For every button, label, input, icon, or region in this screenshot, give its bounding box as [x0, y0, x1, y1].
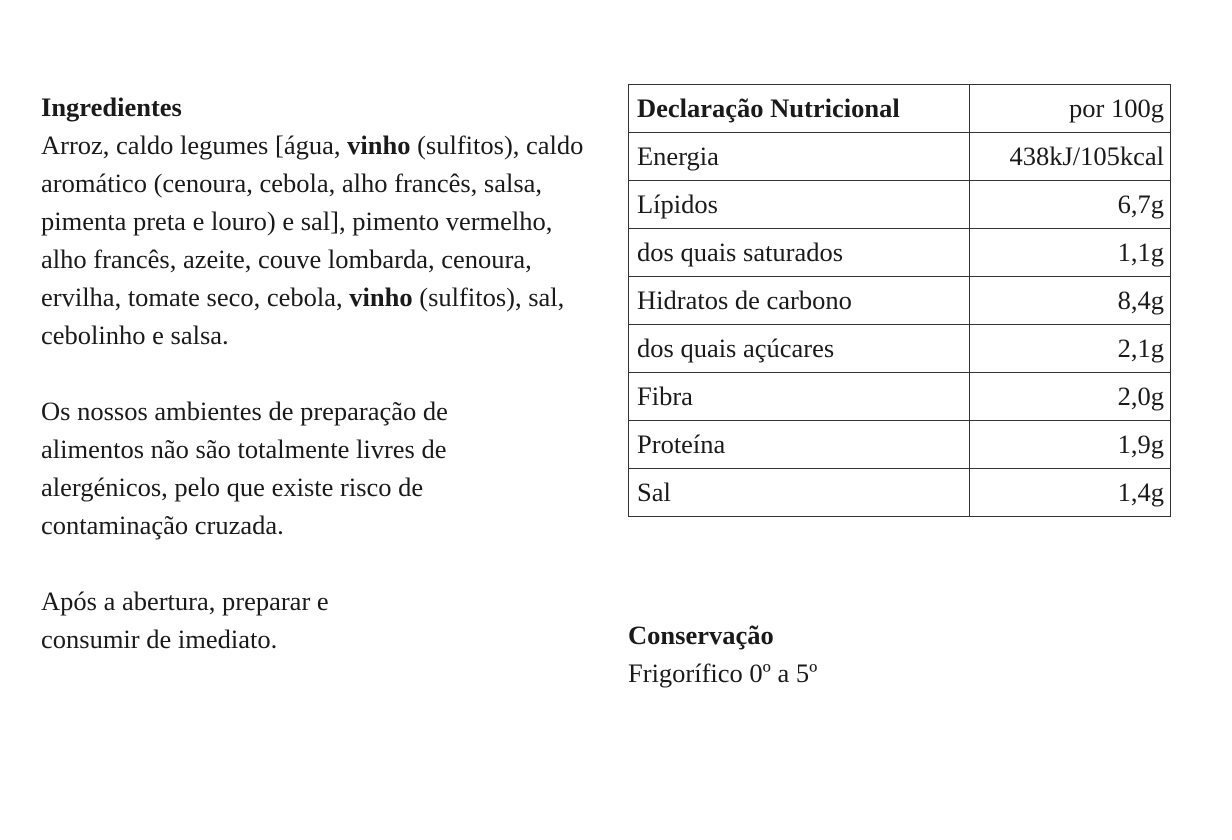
nutrient-value: 1,4g: [970, 469, 1171, 517]
table-row: [629, 325, 1171, 373]
conservation-heading: Conservação: [628, 620, 774, 650]
nutrient-label: Proteína: [629, 421, 970, 469]
table-row: [629, 277, 1171, 325]
allergen-note: Os nossos ambientes de preparação de alimentos não são totalmente livres de alergénicos, pelo que existe risco de contaminação cruzada.: [41, 396, 448, 540]
nutrition-title: Declaração Nutricional: [629, 85, 970, 133]
table-row: [629, 133, 1171, 181]
allergen-highlight: vinho: [347, 130, 411, 160]
nutrition-header-row: [629, 85, 1171, 133]
nutrient-label: Sal: [629, 469, 970, 517]
nutrient-label: dos quais saturados: [629, 229, 970, 277]
table-row: [629, 421, 1171, 469]
table-row: [629, 469, 1171, 517]
nutrient-label: Hidratos de carbono: [629, 277, 970, 325]
nutrient-value: 8,4g: [970, 277, 1171, 325]
nutrient-value: 6,7g: [970, 181, 1171, 229]
nutrient-value: 1,9g: [970, 421, 1171, 469]
conservation-block: [628, 616, 817, 692]
nutrition-table: [628, 84, 1171, 517]
nutrient-value: 438kJ/105kcal: [970, 133, 1171, 181]
left-column: [41, 88, 601, 658]
opening-note: Após a abertura, preparar e consumir de imediato.: [41, 586, 329, 654]
table-row: [629, 181, 1171, 229]
ingredients-text: [41, 126, 601, 354]
nutrient-value: 2,0g: [970, 373, 1171, 421]
table-row: [629, 373, 1171, 421]
allergen-highlight: vinho: [349, 282, 413, 312]
nutrient-label: Lípidos: [629, 181, 970, 229]
nutrient-label: Fibra: [629, 373, 970, 421]
nutrition-per: por 100g: [970, 85, 1171, 133]
conservation-text: Frigorífico 0º a 5º: [628, 658, 818, 688]
nutrient-value: 2,1g: [970, 325, 1171, 373]
ingredients-heading: Ingredientes: [41, 92, 182, 122]
ingredients-segment: Arroz, caldo legumes [água,: [41, 130, 348, 160]
nutrient-label: Energia: [629, 133, 970, 181]
ingredients-segment: (sulfitos), caldo aromático (cenoura, cebola, alho francês, salsa, pimenta preta e louro) e sal], pimento vermelho, alho francês, azeite, couve lombarda, cenoura, ervilha, tomate seco, cebola,: [41, 130, 584, 312]
table-row: [629, 229, 1171, 277]
nutrient-value: 1,1g: [970, 229, 1171, 277]
ingredients-segment: (sulfitos), sal, cebolinho e salsa.: [41, 282, 565, 350]
nutrient-label: dos quais açúcares: [629, 325, 970, 373]
